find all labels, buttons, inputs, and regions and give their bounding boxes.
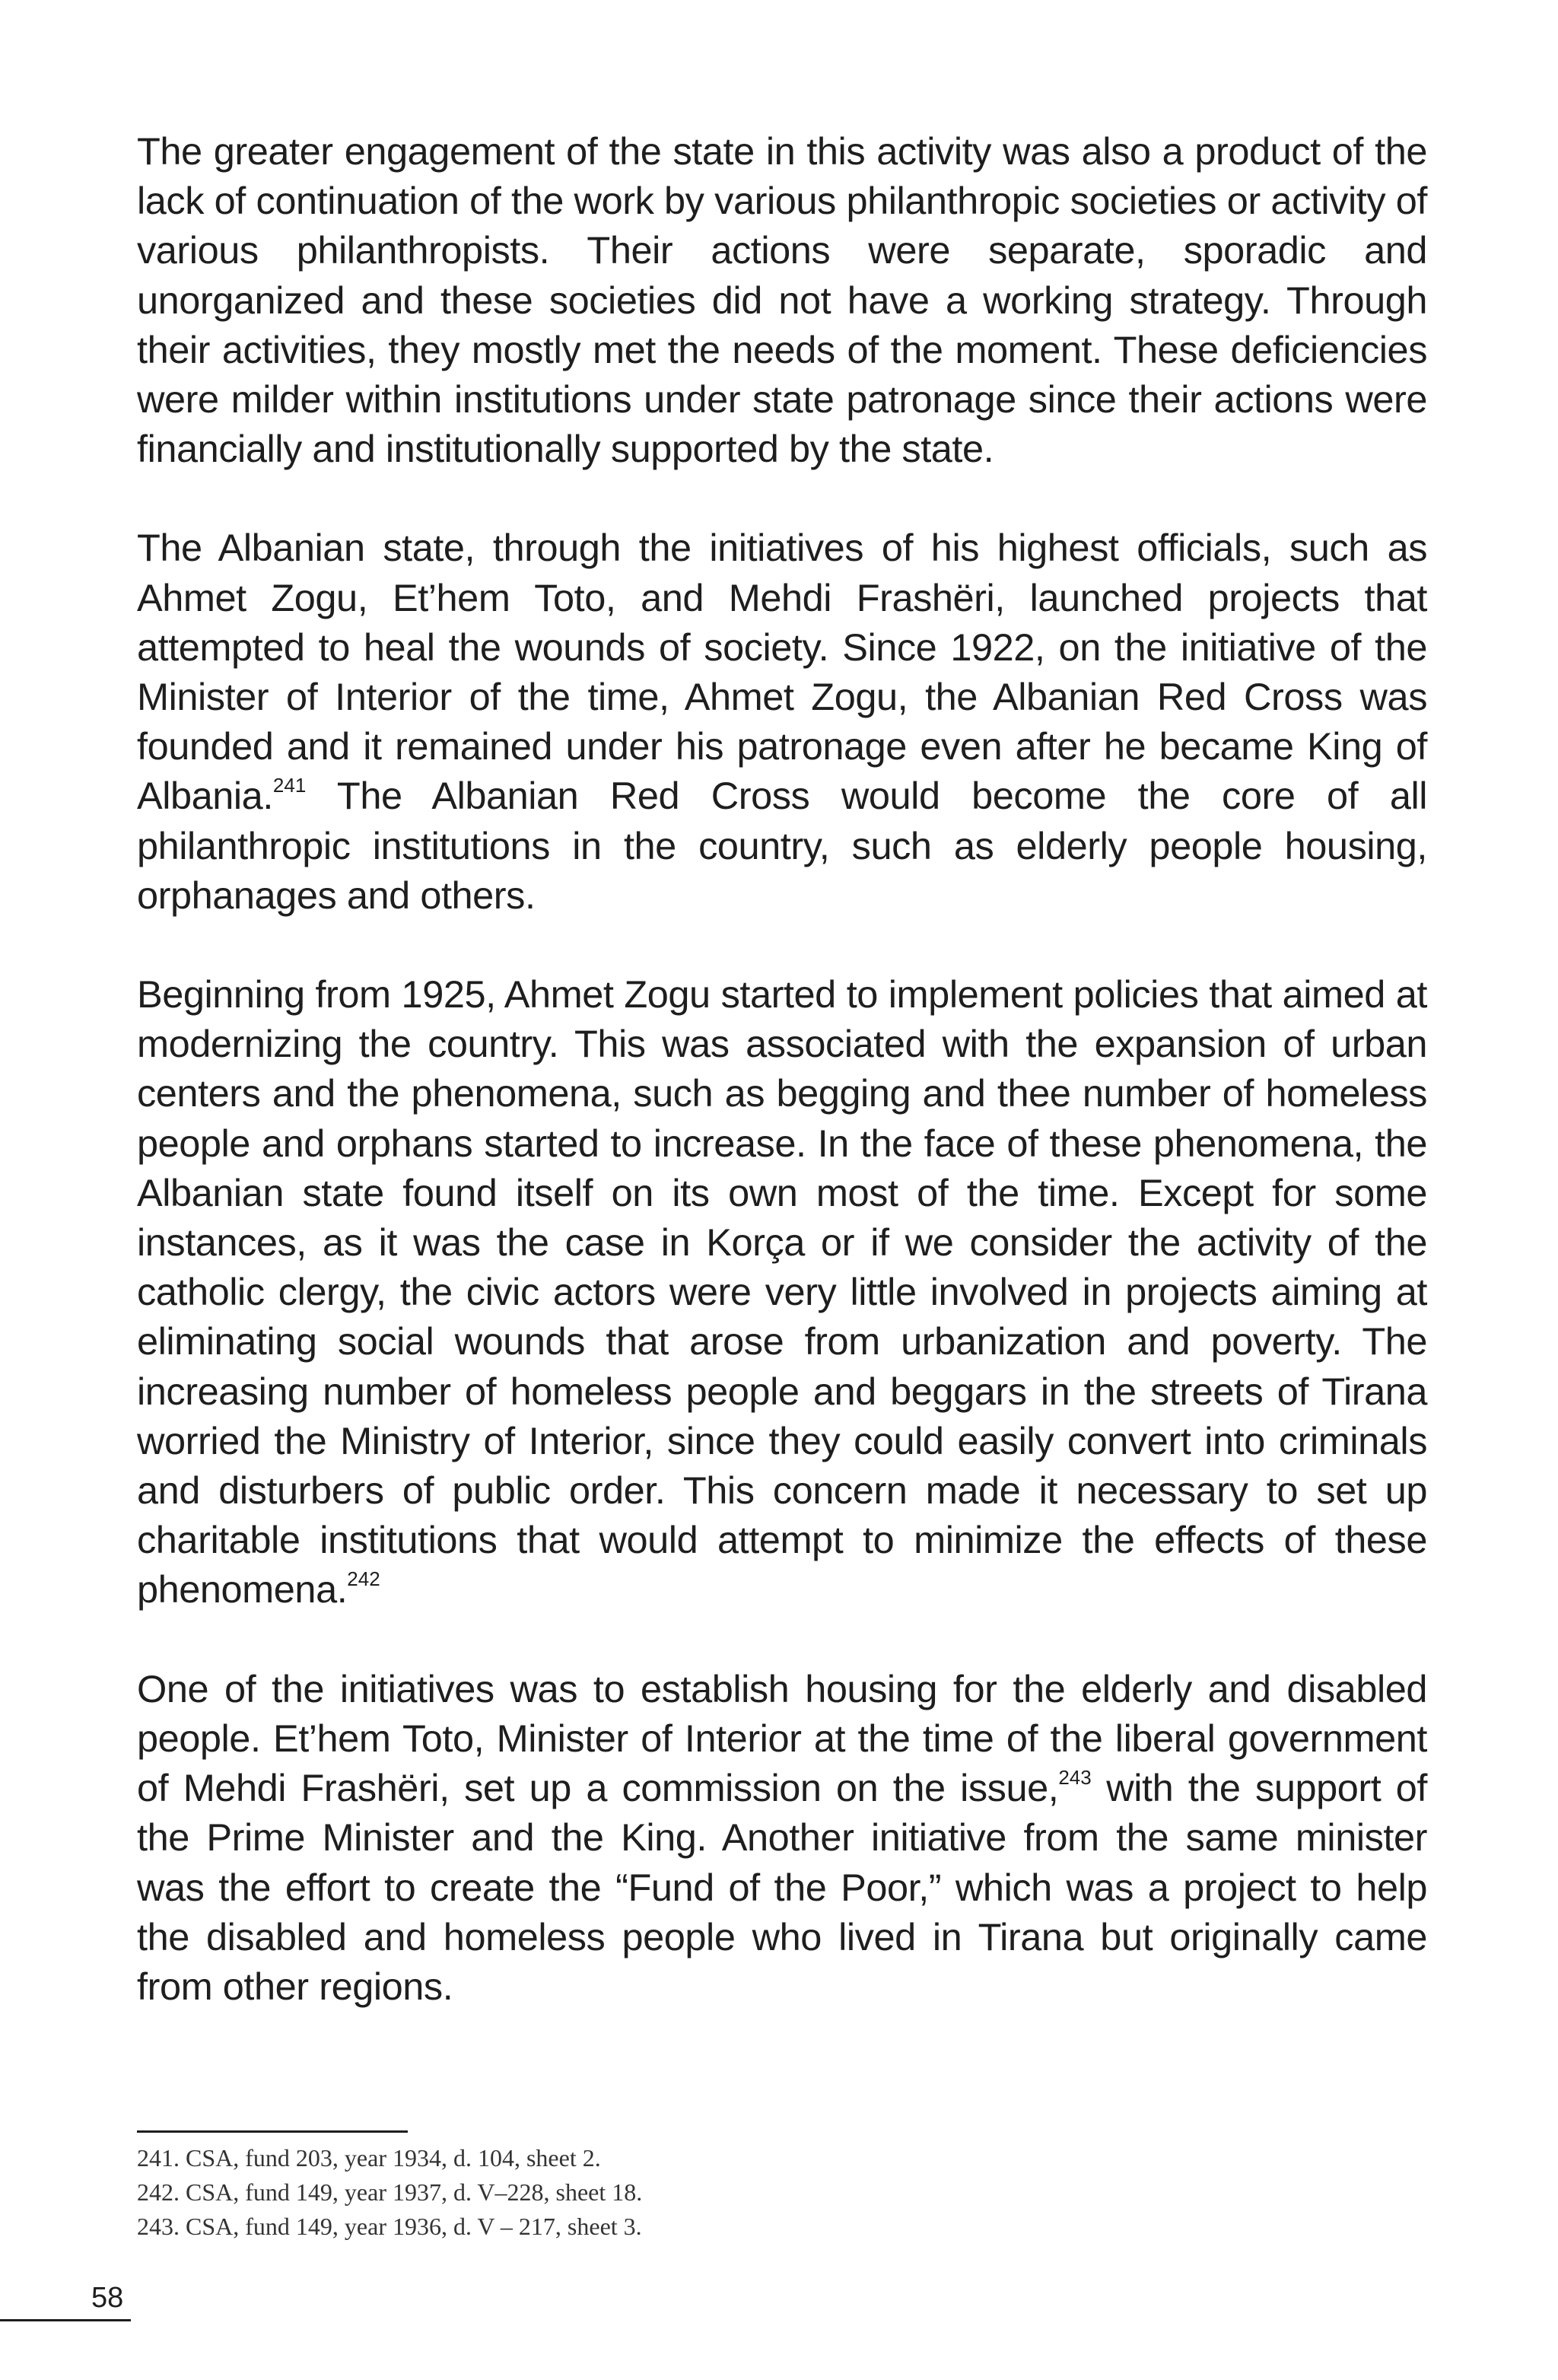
page-number: 58 xyxy=(91,2282,124,2314)
paragraph-2-text-start: The Albanian state, through the initiatives of his highest officials, such as Ahmet Zogu, Et’hem Toto, and Mehdi Frashëri, launched projects that attempted to heal the wounds of society. Since 1922, on the initiative of the Minister of Interior of the time, Ahmet Zogu, the Albanian Red Cross was founded and it remained under his patronage even after he became King of Albania. xyxy=(137,526,1427,818)
footnote-241: 241. CSA, fund 203, year 1934, d. 104, sheet 2. xyxy=(137,2144,601,2172)
footnote-ref-242: 242 xyxy=(347,1567,380,1591)
footnote-243: 243. CSA, fund 149, year 1936, d. V – 217, sheet 3. xyxy=(137,2213,642,2240)
page-number-rule xyxy=(0,2319,131,2321)
body-text xyxy=(137,126,1427,2060)
footnotes xyxy=(137,2141,1354,2244)
paragraph-2-text-end: The Albanian Red Cross would become the core of all philanthropic institutions in the country, such as elderly people housing, orphanages and others. xyxy=(137,774,1427,917)
paragraph-4-text-start: One of the initiatives was to establish housing for the elderly and disabled people. Et’hem Toto, Minister of Interior at the time of the liberal government of Mehdi Frashëri, set up a commission on the issue, xyxy=(137,1666,1427,1810)
footnote-ref-241: 241 xyxy=(272,774,307,797)
footnote-ref-243: 243 xyxy=(1058,1766,1092,1790)
paragraph-4 xyxy=(137,1664,1427,2011)
footnote-divider xyxy=(137,2130,408,2133)
paragraph-1 xyxy=(137,126,1427,473)
paragraph-3-text: Beginning from 1925, Ahmet Zogu started to implement policies that aimed at modernizing the country. This was associated with the expansion of urban centers and the phenomena, such as begging and thee number of homeless people and orphans started to increase. In the face of these phenomena, the Albanian state found itself on its own most of the time. Except for some instances, as it was the case in Korça or if we consider the activity of the catholic clergy, the civic actors were very little involved in projects aiming at eliminating social wounds that arose from urbanization and poverty. The increasing number of homeless people and beggars in the streets of Tirana worried the Ministry of Interior, since they could easily convert into criminals and disturbers of public order. This concern made it necessary to set up charitable institutions that would attempt to minimize the effects of these phenomena. xyxy=(137,972,1427,1612)
paragraph-2 xyxy=(137,523,1427,920)
paragraph-1-text: The greater engagement of the state in this activity was also a product of the lack of continuation of the work by various philanthropic societies or activity of various philanthropists. Their actions were separate, sporadic and unorganized and these societies did not have a working strategy. Through their activities, they mostly met the needs of the moment. These deficiencies were milder within institutions under state patronage since their actions were financially and institutionally supported by the state. xyxy=(137,129,1427,471)
paragraph-4-text-end: with the support of the Prime Minister and the King. Another initiative from the same minister was the effort to create the “Fund of the Poor,” which was a project to help the disabled and homeless people who lived in Tirana but originally came from other regions. xyxy=(137,1766,1428,2008)
footnote-242: 242. CSA, fund 149, year 1937, d. V–228, sheet 18. xyxy=(137,2178,643,2206)
paragraph-3 xyxy=(137,969,1427,1615)
